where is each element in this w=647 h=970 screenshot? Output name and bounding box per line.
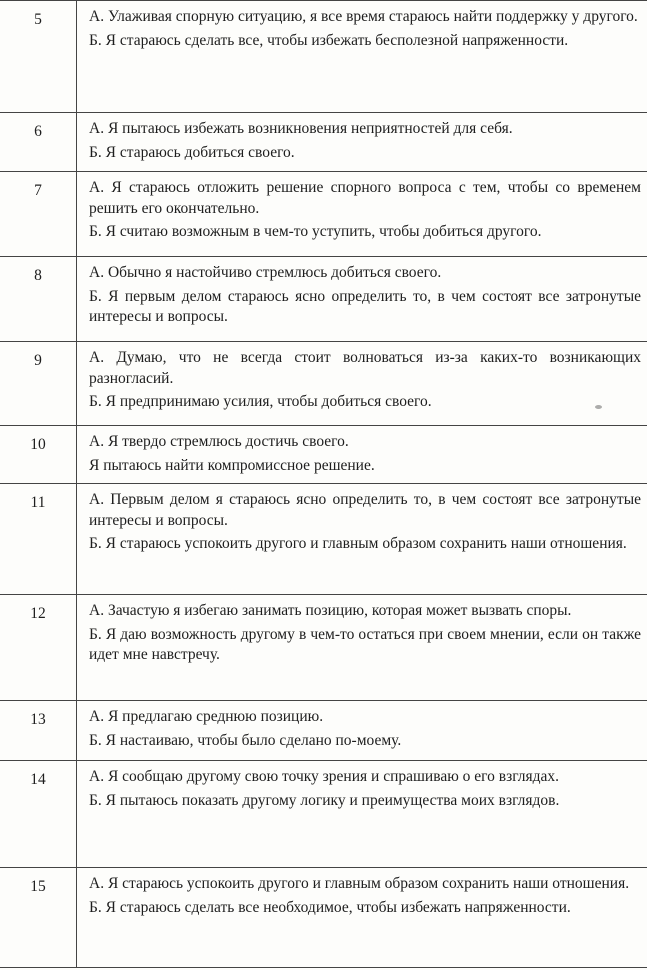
option-b: Б. Я даю возможность другому в чем-то остаться при своем мнении, если он также идет мне навстречу.	[89, 625, 641, 663]
option-b: Б. Я предпринимаю усилия, чтобы добиться своего.	[89, 393, 432, 410]
option-b: Б. Я пытаюсь показать другому логику и преимущества моих взглядов.	[89, 791, 560, 809]
option-b: Я пытаюсь найти компромиссное решение.	[89, 456, 375, 474]
item-options	[77, 342, 647, 426]
option-a: А. Я твердо стремлюсь достичь своего.	[89, 433, 349, 450]
table-row	[0, 701, 647, 761]
item-number: 14	[0, 761, 77, 868]
option-a: А. Первым делом я стараюсь ясно определить то, в чем состоят все затронутые интересы и вопросы.	[89, 491, 641, 529]
item-number: 5	[0, 1, 77, 113]
table-row	[0, 761, 647, 868]
table-row	[0, 113, 647, 172]
table-row	[0, 172, 647, 257]
item-options	[77, 595, 647, 701]
item-options	[77, 761, 647, 868]
option-b: Б. Я считаю возможным в чем-то уступить, чтобы добиться другого.	[89, 223, 542, 240]
option-a: А. Я предлагаю среднюю позицию.	[89, 708, 324, 725]
item-options	[77, 868, 647, 968]
option-b: Б. Я стараюсь успокоить другого и главным образом сохранить наши отношения.	[89, 535, 627, 552]
item-options	[77, 701, 647, 761]
table-row	[0, 426, 647, 484]
item-number: 7	[0, 172, 77, 257]
option-b: Б. Я первым делом стараюсь ясно определить то, в чем состоят все затронутые интересы и вопросы.	[89, 287, 641, 325]
table-row	[0, 257, 647, 342]
option-a: А. Я стараюсь успокоить другого и главным образом сохранить наши отношения.	[89, 875, 630, 892]
scan-smudge	[595, 405, 602, 409]
item-options	[77, 257, 647, 342]
item-number: 13	[0, 701, 77, 761]
item-options	[77, 1, 647, 113]
item-number: 8	[0, 257, 77, 342]
option-a: А. Улаживая спорную ситуацию, я все время стараюсь найти поддержку у другого.	[89, 8, 638, 25]
option-b: Б. Я стараюсь сделать все необходимое, чтобы избежать напряженности.	[89, 898, 571, 916]
item-options	[77, 172, 647, 257]
option-a: А. Думаю, что не всегда стоит волноваться из-за каких-то возникающих разногласий.	[89, 349, 641, 387]
option-a: А. Обычно я настойчиво стремлюсь добиться своего.	[89, 264, 442, 281]
option-b: Б. Я стараюсь добиться своего.	[89, 143, 295, 161]
option-a: А. Я пытаюсь избежать возникновения неприятностей для себя.	[89, 120, 513, 137]
item-number: 11	[0, 484, 77, 595]
table-row	[0, 1, 647, 113]
item-number: 15	[0, 868, 77, 968]
option-a: А. Я сообщаю другому свою точку зрения и спрашиваю о его взглядах.	[89, 768, 560, 785]
option-a: А. Зачастую я избегаю занимать позицию, которая может вызвать споры.	[89, 602, 572, 619]
item-options	[77, 426, 647, 484]
item-number: 6	[0, 113, 77, 172]
option-b: Б. Я настаиваю, чтобы было сделано по-моему.	[89, 731, 402, 749]
item-number: 12	[0, 595, 77, 701]
item-options	[77, 484, 647, 595]
option-a: А. Я стараюсь отложить решение спорного вопроса с тем, чтобы со временем решить его окончательно.	[89, 179, 641, 217]
table-row	[0, 595, 647, 701]
item-number: 10	[0, 426, 77, 484]
table-row	[0, 484, 647, 595]
item-options	[77, 113, 647, 172]
table-row	[0, 342, 647, 426]
option-b: Б. Я стараюсь сделать все, чтобы избежать бесполезной напряженности.	[89, 31, 569, 49]
item-number: 9	[0, 342, 77, 426]
table-row	[0, 868, 647, 968]
